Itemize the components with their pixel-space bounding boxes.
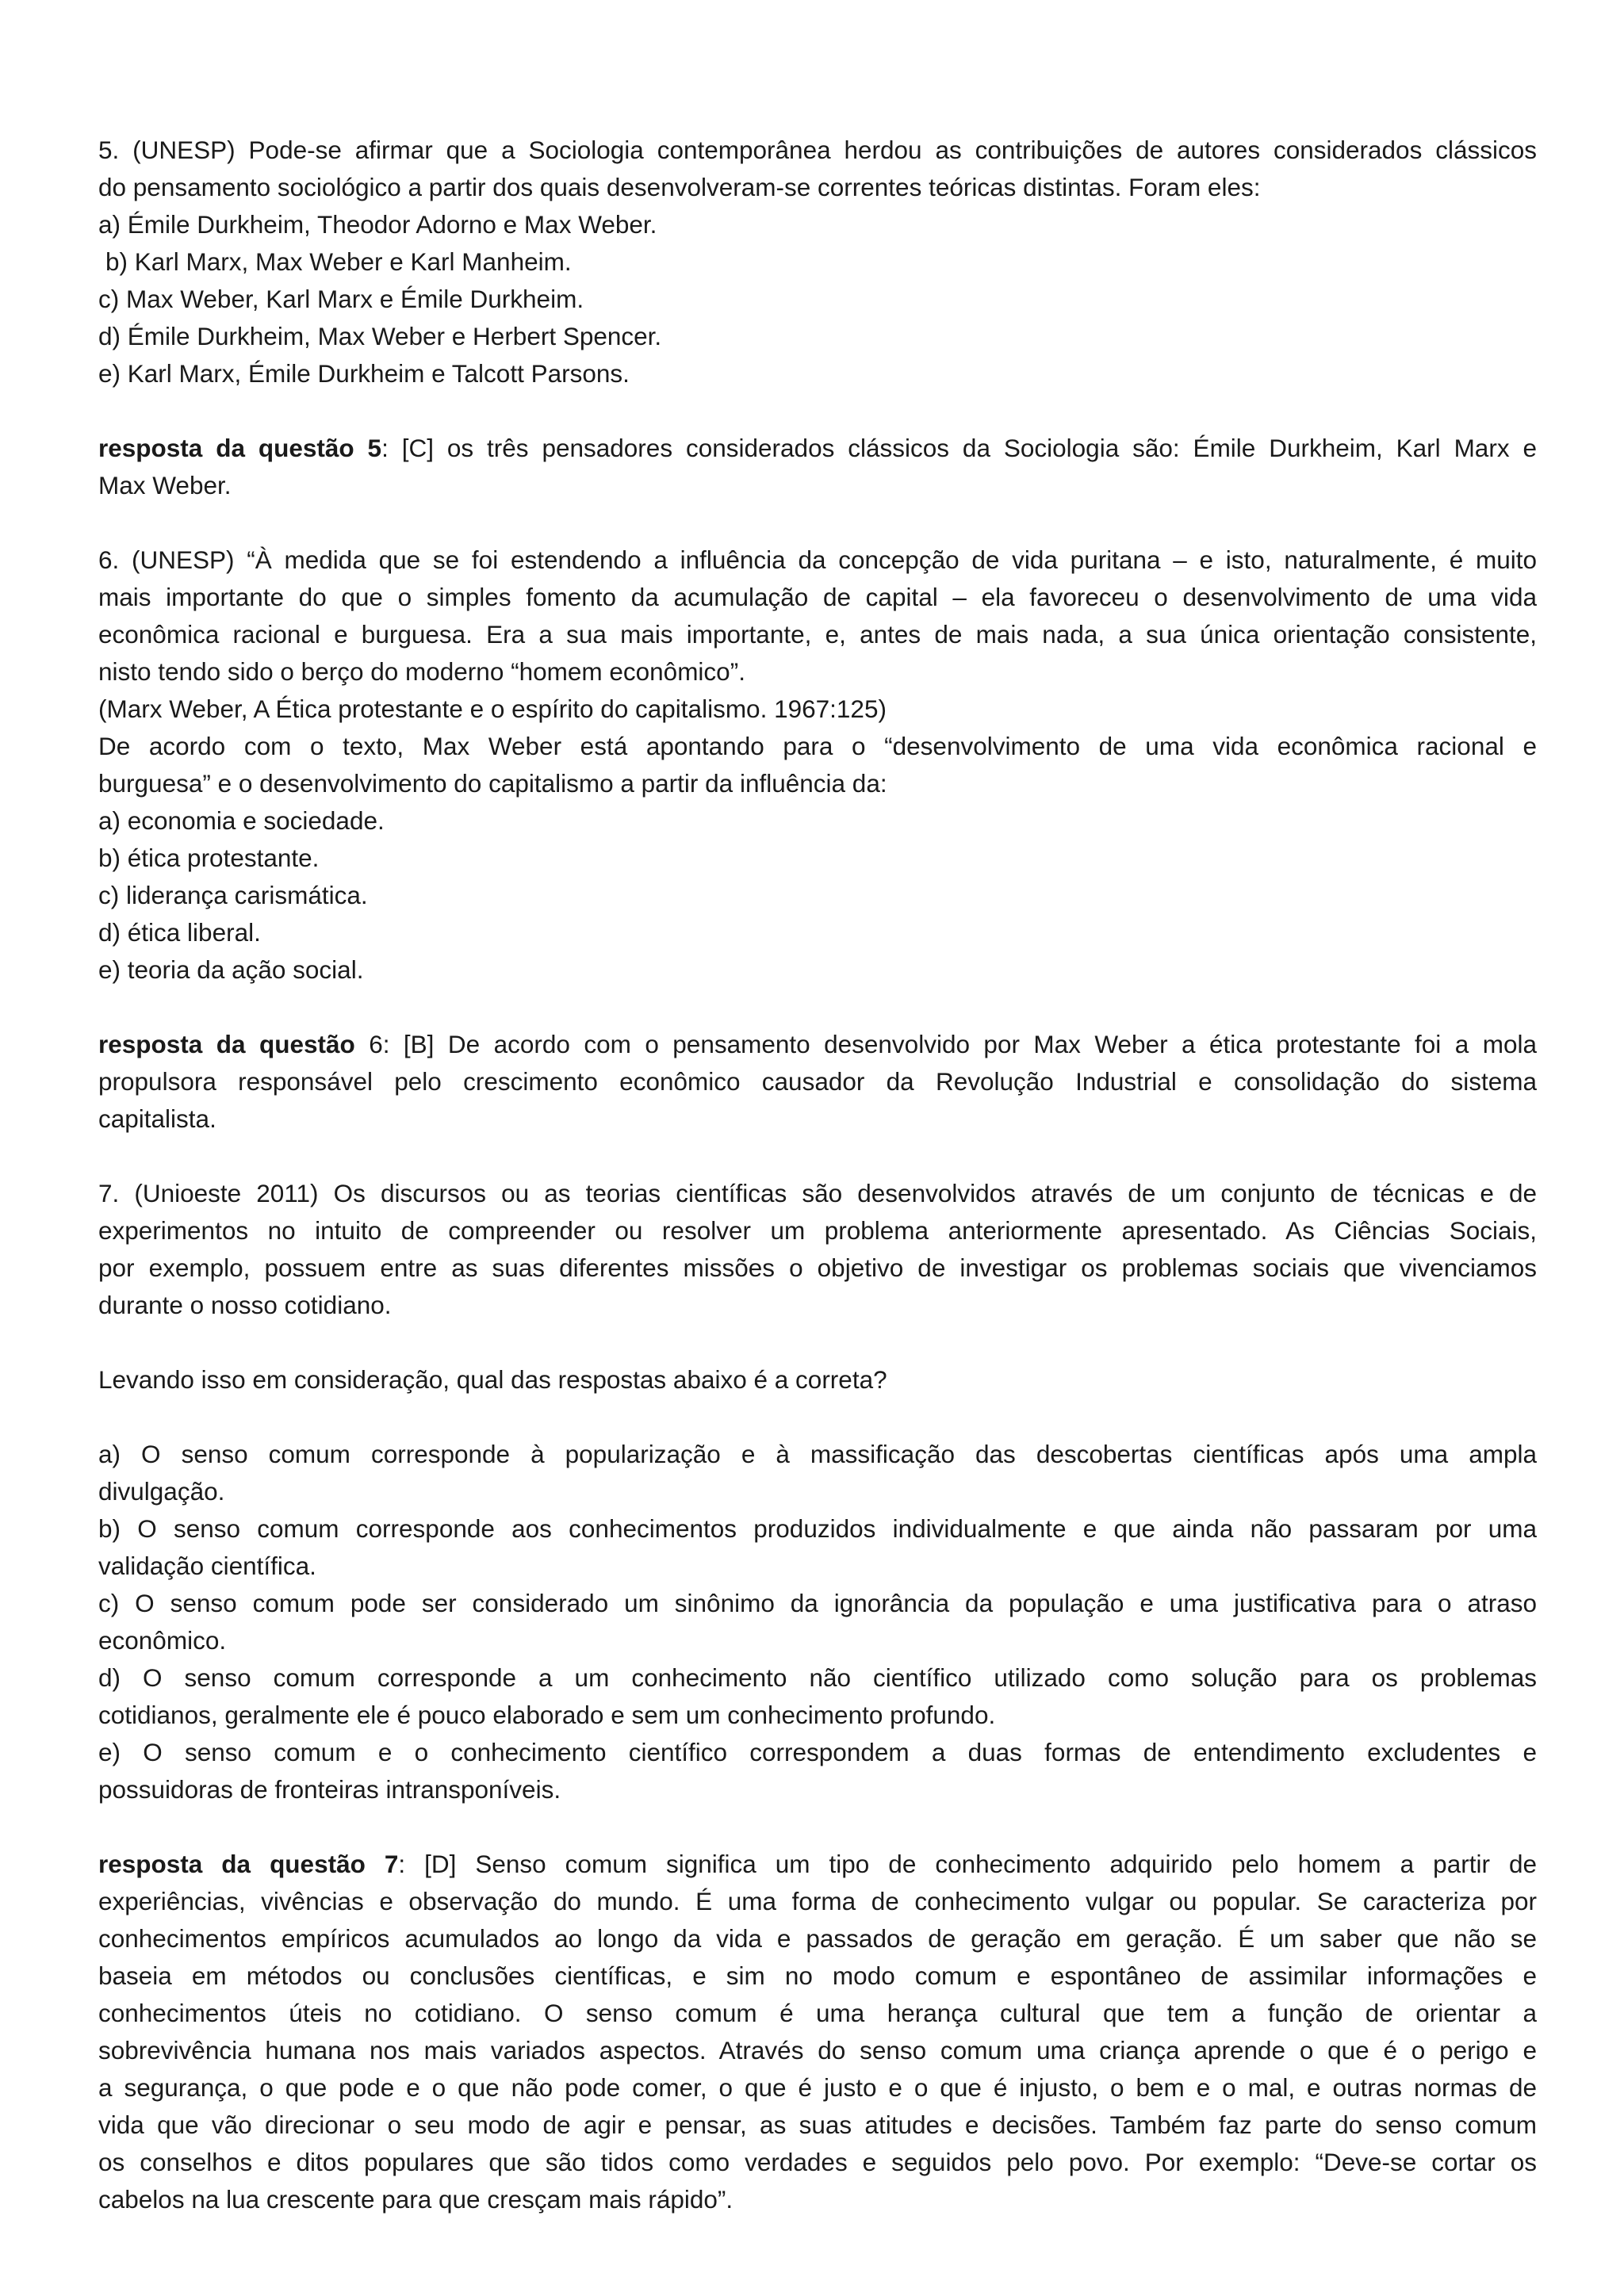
question-6-option-a: a) economia e sociedade. — [98, 806, 385, 835]
answer-6-line: capitalista. — [98, 1104, 216, 1133]
question-6-option-b: b) ética protestante. — [98, 844, 320, 872]
question-6-prompt-line: burguesa” e o desenvolvimento do capitalismo a partir da influência da: — [98, 769, 887, 798]
question-7-option-d: d) O senso comum corresponde a um conhecimento não científico utilizado como solução para os problemas — [98, 1663, 1537, 1692]
question-5-stem-line: do pensamento sociológico a partir dos quais desenvolveram-se correntes teóricas distintas. Foram eles: — [98, 173, 1261, 201]
question-7-question: Levando isso em consideração, qual das respostas abaixo é a correta? — [98, 1365, 887, 1394]
question-6-quote-line: mais importante do que o simples fomento da acumulação de capital – ela favoreceu o desenvolvimento de uma vida — [98, 583, 1537, 611]
question-6-prompt-line: De acordo com o texto, Max Weber está apontando para o “desenvolvimento de uma vida econômica racional e — [98, 732, 1537, 760]
question-7-option-d-cont: cotidianos, geralmente ele é pouco elaborado e sem um conhecimento profundo. — [98, 1701, 996, 1729]
question-6-quote-line: nisto tendo sido o berço do moderno “homem econômico”. — [98, 657, 745, 686]
question-7-option-e: e) O senso comum e o conhecimento científico correspondem a duas formas de entendimento excludentes e — [98, 1738, 1537, 1766]
answer-7-line: experiências, vivências e observação do mundo. É uma forma de conhecimento vulgar ou popular. Se caracteriza por — [98, 1887, 1537, 1915]
answer-7-line: sobrevivência humana nos mais variados aspectos. Através do senso comum uma criança aprende o que é o perigo e — [98, 2036, 1537, 2064]
question-7-option-b-cont: validação científica. — [98, 1552, 316, 1580]
question-7-stem-line: por exemplo, possuem entre as suas diferentes missões o objetivo de investigar os problemas sociais que vivenciamos — [98, 1253, 1537, 1282]
answer-7-line: baseia em métodos ou conclusões científicas, e sim no modo comum e espontâneo de assimilar informações e — [98, 1961, 1537, 1990]
question-7-option-b: b) O senso comum corresponde aos conhecimentos produzidos individualmente e que ainda não passaram por uma — [98, 1514, 1537, 1543]
answer-5-line: resposta da questão 5: [C] os três pensadores considerados clássicos da Sociologia são: Émile Durkheim, Karl Marx e — [98, 434, 1537, 462]
question-5-option-d: d) Émile Durkheim, Max Weber e Herbert Spencer. — [98, 322, 662, 350]
question-6-quote-line: 6. (UNESP) “À medida que se foi estendendo a influência da concepção de vida puritana – e isto, naturalmente, é muito — [98, 545, 1537, 574]
question-7-option-c-cont: econômico. — [98, 1626, 227, 1655]
answer-6-line: resposta da questão 6: [B] De acordo com o pensamento desenvolvido por Max Weber a ética protestante foi a mola — [98, 1030, 1538, 1058]
answer-7-line: conhecimentos úteis no cotidiano. O senso comum é uma herança cultural que tem a função de orientar a — [98, 1999, 1537, 2027]
question-7-option-a: a) O senso comum corresponde à popularização e à massificação das descobertas científicas após uma ampla — [98, 1440, 1537, 1468]
question-5-option-e: e) Karl Marx, Émile Durkheim e Talcott Parsons. — [98, 359, 630, 388]
question-7-stem-line: durante o nosso cotidiano. — [98, 1291, 392, 1319]
answer-6 — [98, 1026, 1537, 1138]
answer-7 — [98, 1846, 1537, 2218]
answer-5-line: Max Weber. — [98, 471, 232, 499]
answer-7-line: cabelos na lua crescente para que cresçam mais rápido”. — [98, 2185, 733, 2214]
question-7-options — [98, 1436, 1537, 1808]
question-7-stem-line: experimentos no intuito de compreender ou resolver um problema anteriormente apresentado. As Ciências Sociais, — [98, 1216, 1537, 1245]
question-6 — [98, 541, 1537, 989]
question-6-option-e: e) teoria da ação social. — [98, 955, 364, 984]
question-7-option-a-cont: divulgação. — [98, 1477, 225, 1506]
question-7-stem-line: 7. (Unioeste 2011) Os discursos ou as teorias científicas são desenvolvidos através de um conjunto de técnicas e de — [98, 1179, 1537, 1207]
question-5-option-a: a) Émile Durkheim, Theodor Adorno e Max Weber. — [98, 210, 657, 239]
question-7-option-c: c) O senso comum pode ser considerado um sinônimo da ignorância da população e uma justificativa para o atraso — [98, 1589, 1537, 1617]
answer-7-line: resposta da questão 7: [D] Senso comum significa um tipo de conhecimento adquirido pelo homem a partir de — [98, 1850, 1537, 1878]
question-6-citation: (Marx Weber, A Ética protestante e o espírito do capitalismo. 1967:125) — [98, 695, 887, 723]
question-6-option-d: d) ética liberal. — [98, 918, 261, 947]
question-5-option-c: c) Max Weber, Karl Marx e Émile Durkheim. — [98, 285, 584, 313]
answer-7-line: vida que vão direcionar o seu modo de agir e pensar, as suas atitudes e decisões. Também faz parte do senso comum — [98, 2110, 1537, 2139]
question-5-option-b: b) Karl Marx, Max Weber e Karl Manheim. — [105, 247, 572, 276]
answer-6-line: propulsora responsável pelo crescimento econômico causador da Revolução Industrial e consolidação do sistema — [98, 1067, 1537, 1096]
question-6-quote-line: econômica racional e burguesa. Era a sua mais importante, e, antes de mais nada, a sua única orientação consistente, — [98, 620, 1537, 649]
answer-7-line: os conselhos e ditos populares que são tidos como verdades e seguidos pelo povo. Por exemplo: “Deve-se cortar os — [98, 2148, 1537, 2176]
answer-6-label: resposta da questão — [98, 1030, 355, 1058]
answer-7-label: resposta da questão 7 — [98, 1850, 399, 1878]
answer-7-line: conhecimentos empíricos acumulados ao longo da vida e passados de geração em geração. É um saber que não se — [98, 1924, 1537, 1953]
answer-7-line: a segurança, o que pode e o que não pode comer, o que é justo e o que é injusto, o bem e o mal, e outras normas de — [98, 2073, 1537, 2102]
question-7-option-e-cont: possuidoras de fronteiras intransponíveis. — [98, 1775, 561, 1804]
answer-5-label: resposta da questão 5 — [98, 434, 382, 462]
answer-5 — [98, 430, 1537, 504]
question-5 — [98, 132, 1537, 392]
question-7 — [98, 1175, 1537, 1324]
question-6-option-c: c) liderança carismática. — [98, 881, 368, 909]
question-5-stem-line: 5. (UNESP) Pode-se afirmar que a Sociologia contemporânea herdou as contribuições de autores considerados clássicos — [98, 136, 1537, 164]
